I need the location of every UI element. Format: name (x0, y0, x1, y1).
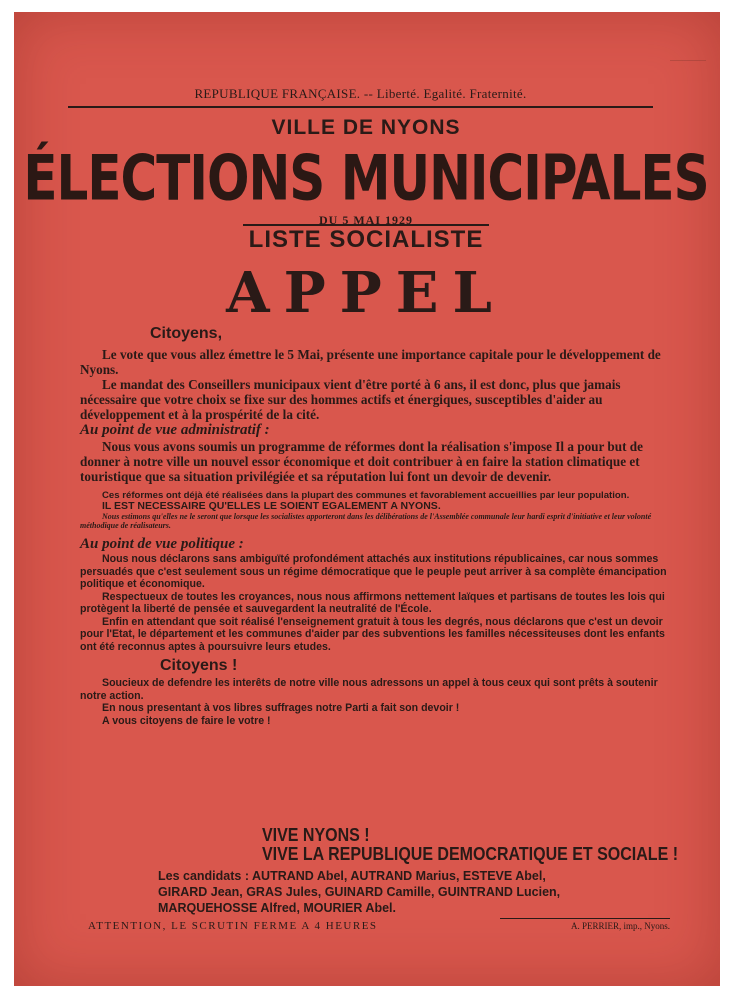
election-date: DU 5 MAI 1929 (319, 213, 413, 227)
body-block-1 (80, 325, 672, 727)
estimons-paragraph: Nous estimons qu'elles ne le seront que lorsque les socialistes apporteront dans les délibérations de l'Assemblée communale leur hardi esprit d'initiative et leur volonté méthodique de réalisateurs. (80, 512, 652, 530)
intro-paragraph-2: Le mandat des Conseillers municipaux vient d'être porté à 6 ans, il est donc, plus que jamais nécessaire que votre choix se fixe sur des hommes actifs et énergiques, susceptibles d'aider au développement et à la prospérité de la cité. (80, 377, 621, 422)
closing-paragraph-2: En nous presentant à vos libres suffrages notre Parti a fait son devoir ! (102, 702, 460, 714)
appel-heading: APPEL (226, 260, 506, 326)
town-title: VILLE DE NYONS (271, 116, 461, 139)
archive-stamp (670, 38, 706, 61)
candidates-line-1 (158, 868, 678, 884)
closing-paragraph-1: Soucieux de defendre les interêts de notre ville nous adressons un appel à tous ceux qui sont prêts à soutenir notre action. (80, 677, 658, 702)
candidates-block (158, 868, 678, 916)
politique-paragraph-1: Nous nous déclarons sans ambiguïté profondément attachés aux institutions républicaines, car nous sommes persuadés que c'est seulement sous un régime démocratique que le peuple peut arriver à sa complète émancipation politique et économique. (80, 553, 667, 590)
vive-nyons: VIVE NYONS ! (262, 826, 370, 846)
scrutin-notice: ATTENTION, LE SCRUTIN FERME A 4 HEURES (88, 920, 378, 932)
intro-paragraph-1: Le vote que vous allez émettre le 5 Mai, présente une importance capitale pour le développement de Nyons. (80, 347, 661, 377)
closing-paragraph-3: A vous citoyens de faire le votre ! (102, 714, 271, 727)
list-title-text: LISTE SOCIALISTE (243, 224, 490, 253)
candidates-names-3: MARQUEHOSSE Alfred, MOURIER Abel. (158, 901, 396, 915)
politique-paragraph-3: Enfin en attendant que soit réalisé l'enseignement gratuit à tous les degrés, nous déclarons que c'est un devoir pour l'Etat, le département et les communes d'aider par des subventions les familles nécessiteuses dont les enfants ont été reconnus aptes à poursuivre leurs etudes. (80, 615, 665, 653)
reforms-paragraph: Ces réformes ont déjà été réalisées dans la plupart des communes et favorablement accueillies par leur population. (102, 490, 630, 501)
citoyens-salutation: Citoyens, (150, 325, 223, 342)
citoyens-exclamation: Citoyens ! (160, 657, 238, 674)
candidates-label: Les candidats : (158, 869, 249, 883)
republic-header: REPUBLIQUE FRANÇAISE. -- Liberté. Egalité. Fraternité. (68, 86, 653, 108)
candidates-names-1: AUTRAND Abel, AUTRAND Marius, ESTEVE Abel, (252, 869, 546, 883)
vive-republique: VIVE LA REPUBLIQUE DEMOCRATIQUE ET SOCIALE ! (262, 845, 679, 865)
list-title (0, 226, 732, 254)
admin-paragraph: Nous vous avons soumis un programme de réformes dont la réalisation s'impose Il a pour but de donner à notre ville un nouvel essor économique et doit contribuer à en faire la station climatique et touristique que sa situation privilégiée et sa réputation lui font un devoir de devenir. (80, 439, 643, 484)
printer-credit: A. PERRIER, imp., Nyons. (500, 918, 670, 931)
politique-heading: Au point de vue politique : (80, 536, 244, 552)
candidates-names-2: GIRARD Jean, GRAS Jules, GUINARD Camille, GUINTRAND Lucien, (158, 885, 561, 899)
politique-paragraph-2: Respectueux de toutes les croyances, nous nous affirmons nettement laïques et partisans de toutes les lois qui protègent la liberté de pensée et sauvegardent la neutralité de l'École. (80, 590, 665, 615)
necessaire-line: IL EST NECESSAIRE QU'ELLES LE SOIENT EGALEMENT A NYONS. (102, 500, 441, 512)
admin-heading: Au point de vue administratif : (80, 422, 270, 438)
elections-title: ÉLECTIONS MUNICIPALES (23, 142, 709, 215)
